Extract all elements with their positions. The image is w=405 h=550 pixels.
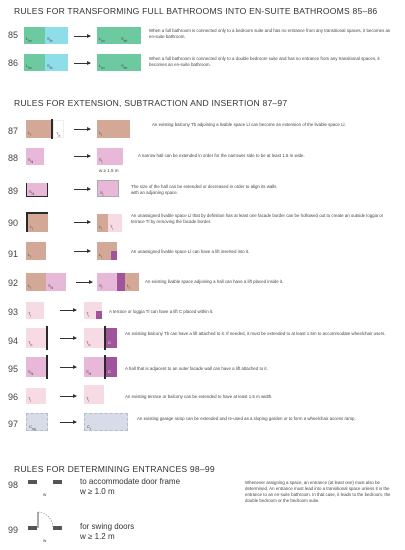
rule-description: An existing terrace or balcony can be extended to have at least 1.5 m width. <box>125 394 273 399</box>
width-label: w <box>43 492 47 497</box>
wall-line <box>46 326 48 350</box>
space-box: $L_l$ <box>26 242 46 260</box>
space-box: $S_l$ <box>97 148 123 165</box>
rule-number: 89 <box>7 186 18 196</box>
rule-number: 94 <box>7 336 18 346</box>
rule-description: An unassigned livable space Ll can have a lift inserted into it. <box>131 249 250 254</box>
rule-number: 86 <box>7 58 18 68</box>
section-title-entrances: RULES FOR DETERMINING ENTRANCES 98–99 <box>14 464 215 474</box>
transform-arrow <box>74 129 90 130</box>
space-box: $T_l$ <box>108 214 122 232</box>
rule-description: The size of the hall can be extended or decreased in order to align its walls with an adjoining space. <box>131 184 277 195</box>
space-box: $S_l$ <box>97 273 117 291</box>
rule-description: A hall that is adjacent to an outer facade wall can have a lift attached to it. <box>125 366 268 371</box>
rule-number: 98 <box>7 480 18 490</box>
space-box: $S_{hl}$ <box>26 183 48 197</box>
space-box: $S_{hl}$ <box>46 273 66 291</box>
space-box: $S_{hl}$ <box>84 357 104 377</box>
transform-arrow <box>74 36 90 37</box>
space-box: $L_l$ <box>97 242 117 260</box>
transform-arrow <box>74 189 90 190</box>
section-title-extension: RULES FOR EXTENSION, SUBTRACTION AND INSERTION 87–97 <box>14 98 288 108</box>
space-box: $L_l$ <box>26 120 51 138</box>
space-box: $C_r$ <box>84 413 128 431</box>
rule-number: 90 <box>7 218 18 228</box>
entrance-rule-text: for swing doors <box>80 522 135 531</box>
lift-block <box>117 273 125 291</box>
rule-number: 88 <box>7 153 18 163</box>
space-box: $T_l$ <box>26 302 44 319</box>
rule-number: 85 <box>7 30 18 40</box>
entrance-rule-text: to accommodate door frame <box>80 477 181 486</box>
lift-block <box>96 311 102 319</box>
rule-description: An existing balcony Tb adjoining a livable space Ll can become an extension of the livable space Ll. <box>152 122 346 127</box>
space-box: $L_l$ <box>97 120 130 138</box>
space-box: $L_{hv}$ <box>24 54 45 71</box>
rule-number: 93 <box>7 307 18 317</box>
rule-description: When a full bathroom is connected only to a bedroom suite and has no entrance from any transitional spaces, it becomes an en-suite bathroom. <box>149 28 391 39</box>
lift-block: C <box>106 357 117 377</box>
rule-description: An existing balcony Tb can have a lift attached to it. If needed, it must be extended to at least 1.5m to accommodate wheelchair users. <box>125 331 386 336</box>
space-box: $S_{fb}$ <box>45 54 68 71</box>
entrance-rule-width: w ≥ 1.2 m <box>80 532 115 541</box>
transform-arrow <box>60 396 76 397</box>
rule-number: 92 <box>7 278 18 288</box>
transform-arrow <box>76 282 92 283</box>
entrances-note: Whenever assigning a space, an entrance (at least one) must also be determined. An entrance must lead into a transitional space unless it is the entrance to an en-suite bathroom. In that case, it leads to the bedroom, the double bedroom or the bedroom suite. <box>245 480 391 503</box>
space-box: $S_{hl}$ <box>26 357 46 377</box>
rule-description: A terrace or loggia Tl can have a lift C placed within it. <box>109 309 214 314</box>
transform-arrow <box>74 63 90 64</box>
rule-number: 96 <box>7 392 18 402</box>
rule-number: 91 <box>7 249 18 259</box>
transform-arrow <box>60 310 76 311</box>
space-box: $S_{fb}$ <box>45 27 68 44</box>
entrance-rule-width: w ≥ 1.0 m <box>80 487 115 496</box>
rule-number: 99 <box>7 525 18 535</box>
rule-description: An existing livable space adjoining a hall can have a lift placed inside it. <box>145 279 284 284</box>
transform-arrow <box>60 338 76 339</box>
rule-description: A narrow hall can be extended in order for the narrower side to be at least 1.5 m wide. <box>138 153 305 158</box>
rule-description: An existing garage ramp can be extended and re-used as a sloping garden or to form a wheelchair access ramp. <box>137 416 356 421</box>
transform-arrow <box>74 222 90 223</box>
space-box: $L_{hv}$ <box>97 27 119 44</box>
section-title-bathrooms: RULES FOR TRANSFORMING FULL BATHROOMS INTO EN-SUITE BATHROOMS 85–86 <box>14 6 378 16</box>
transform-arrow <box>74 156 90 157</box>
space-box: $T_l$ <box>26 388 46 404</box>
space-box: $S_l$ <box>97 180 119 197</box>
space-box: $T_l$ <box>84 385 104 404</box>
space-box: $L_{hv}$ <box>24 27 45 44</box>
space-box: $S_{eb}$ <box>119 27 141 44</box>
space-box: $T_b$ <box>84 328 104 348</box>
swing-door-icon <box>28 508 70 536</box>
transform-arrow <box>60 422 76 423</box>
space-box: $L_l$ <box>28 214 48 232</box>
space-box: $C_{ng}$ <box>26 413 48 431</box>
rule-number: 97 <box>7 419 18 429</box>
door-frame-icon <box>28 476 68 492</box>
space-box: $L_l$ <box>97 214 108 232</box>
transform-arrow <box>74 251 90 252</box>
space-box: $T_l$ <box>84 302 102 319</box>
rule-description: An unassigned livable space Ll that by definition has at least one facade border can be hollowed out to create an outside loggia or terrace Tl by removing the facade border. <box>131 213 384 224</box>
space-box: $T_b$ <box>53 120 64 138</box>
space-box: $L_l$ <box>125 273 139 291</box>
lift-block <box>111 251 117 260</box>
rule-description: When a full bathroom is connected only to a double bedroom suite and has no entrance from any transitional spaces, it becomes an en-suite bathroom. <box>149 56 380 67</box>
space-box: $S_{eb}$ <box>119 54 141 71</box>
width-label: w <box>43 538 47 543</box>
transform-arrow <box>60 367 76 368</box>
space-box: $S_{hl}$ <box>26 148 44 165</box>
width-requirement: w ≥ 1.5 m <box>99 168 119 173</box>
space-box: $L_{hv}$ <box>97 54 119 71</box>
wall-line <box>46 355 48 379</box>
rule-number: 87 <box>7 126 18 136</box>
space-box: $L_l$ <box>26 273 46 291</box>
space-box: $T_b$ <box>26 328 46 348</box>
rule-number: 95 <box>7 364 18 374</box>
lift-block: C <box>106 328 117 348</box>
